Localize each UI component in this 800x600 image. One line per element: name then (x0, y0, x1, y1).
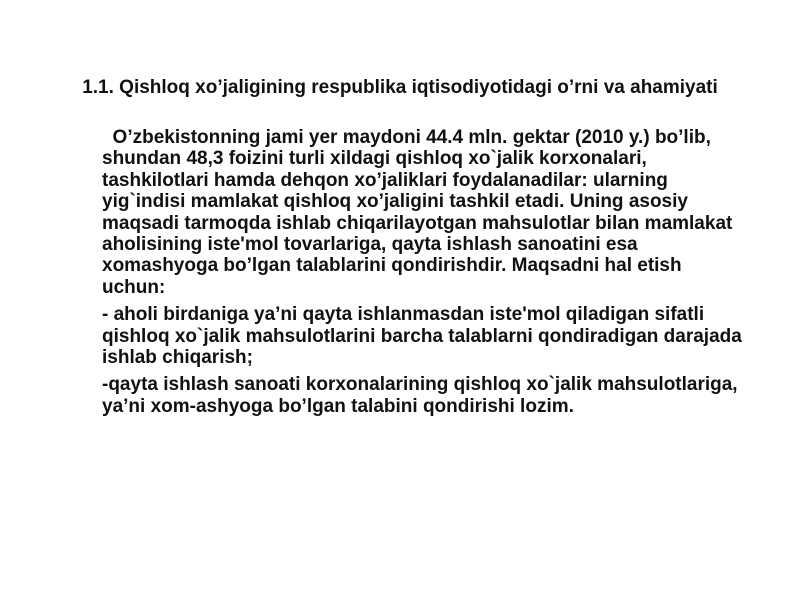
paragraph-intro: O’zbekistonning jami yer maydoni 44.4 mln. gektar (2010 y.) bo’lib, shundan 48,3 foizini turli xildagi qishloq xo`jalik korxonalari, tashkilotlari hamda dehqon xo’jaliklari foydalanadilar: ularning yig`indisi mamlakat qishloq xo’jaligini tashkil etadi. Uning asosiy maqsadi tarmoqda ishlab chiqarilayotgan mahsulotlar bilan mamlakat aholisining iste'mol tovarlariga, qayta ishlash sanoatini esa xomashyoga bo’lgan talablarini qondirishdir. Maqsadni hal etish uchun: (102, 127, 733, 298)
paragraph-bullet-1: - aholi birdaniga ya’ni qayta ishlanmasdan iste'mol qiladigan sifatli qishloq xo`jalik mahsulotlarini barcha talablarni qondiradigan darajada ishlab chiqarish; (102, 304, 742, 369)
slide-title: 1.1. Qishloq xo’jaligining respublika iqtisodiyotidagi o’rni va ahamiyati (82, 77, 718, 98)
paragraph-bullet-2: -qayta ishlash sanoati korxonalarining qishloq xo`jalik mahsulotlariga, ya’ni xom-ashyoga bo’lgan talabini qondirishi lozim. (102, 374, 738, 417)
slide-body (102, 127, 742, 423)
